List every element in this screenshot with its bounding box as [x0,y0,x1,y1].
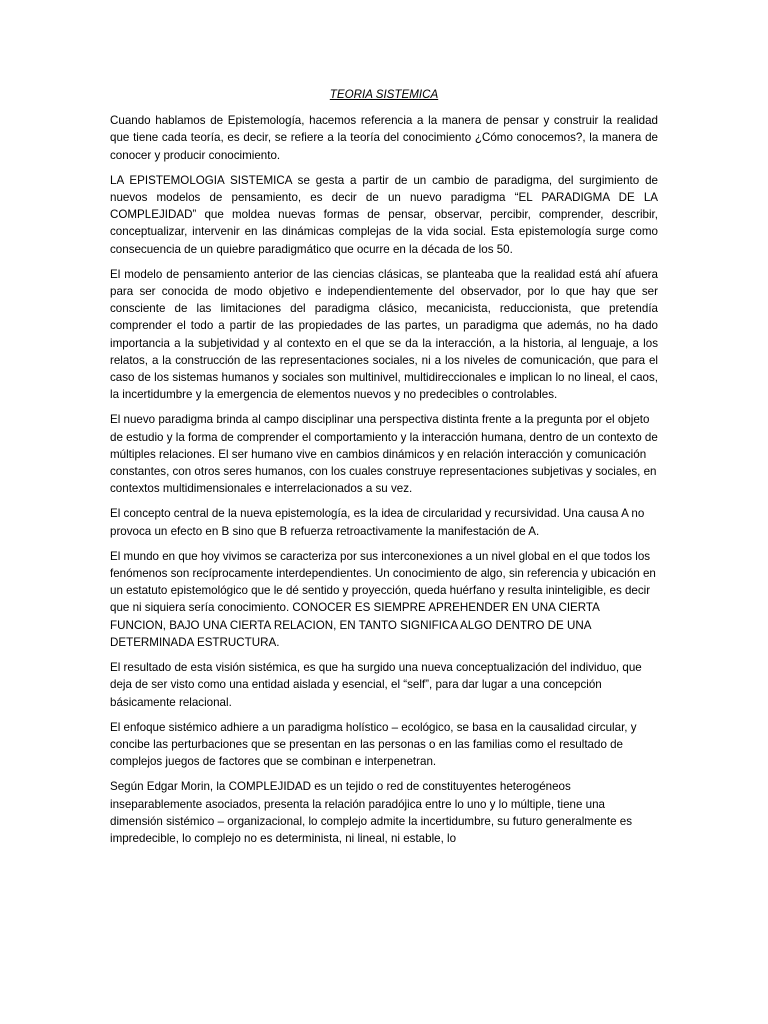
paragraph-enfoque-sistemico: El enfoque sistémico adhiere a un paradigma holístico – ecológico, se basa en la causalidad circular, y concibe las perturbaciones que se presentan en las personas o en las familias como el resultado de complejos juegos de factores que se combinan e interpenetran. [110,720,637,769]
paragraph-nuevo-paradigma: El nuevo paradigma brinda al campo disciplinar una perspectiva distinta frente a la pregunta por el objeto de estudio y la forma de comprender el comportamiento y la interacción humana, dentro de un contexto de múltiples relaciones. El ser humano vive en cambios dinámicos y en relación interacción y comunicación constantes, con otros seres humanos, con los cuales construye representaciones subjetivas y sociales, en contextos multidimensionales e interrelacionados a su vez. [110,413,658,496]
paragraph-modelo-anterior: El modelo de pensamiento anterior de las ciencias clásicas, se planteaba que la realidad está ahí afuera para ser conocida de modo objetivo e independientemente del observador, por lo que hay que ser consciente de las limitaciones del paradigma clásico, mecanicista, reduccionista, que pretendía comprender el todo a partir de las propiedades de las partes, un paradigma que además, no ha dado importancia a la subjetividad y al contexto en el que se da la interacción, a la historia, al lenguaje, a los relatos, a la construcción de las representaciones sociales, ni a los niveles de comunicación, que para el caso de los sistemas humanos y sociales son multinivel, multidireccionales e implican lo no lineal, el caos, la incertidumbre y la emergencia de elementos nuevos y no predecibles o controlables. [110,267,658,402]
paragraph-vision-sistemica: El resultado de esta visión sistémica, es que ha surgido una nueva conceptualización del individuo, que deja de ser visto como una entidad aislada y esencial, el “self”, para dar lugar a una concepción básicamente relacional. [110,661,642,709]
paragraph-mundo-interconexiones: El mundo en que hoy vivimos se caracteriza por sus interconexiones a un nivel global en el que todos los fenómenos son recíprocamente interdependientes. Un conocimiento de algo, sin referencia y ubicación en un estatuto epistemológico que le dé sentido y proyección, queda huérfano y resulta ininteligible, es decir que ni siquiera sería conocimiento. CONOCER ES SIEMPRE APREHENDER EN UNA CIERTA FUNCION, BAJO UNA CIERTA RELACION, EN TANTO SIGNIFICA ALGO DENTRO DE UNA DETERMINADA ESTRUCTURA. [110,549,656,649]
document-body [110,86,658,855]
paragraph-circularidad: El concepto central de la nueva epistemología, es la idea de circularidad y recursividad. Una causa A no provoca un efecto en B sino que B refuerza retroactivamente la manifestación de A. [110,507,645,538]
paragraph-epistemologia-sistemica: LA EPISTEMOLOGIA SISTEMICA se gesta a partir de un cambio de paradigma, del surgimiento de nuevos modelos de pensamiento, es decir de un nuevo paradigma “EL PARADIGMA DE LA COMPLEJIDAD” que moldea nuevas formas de pensar, observar, percibir, comprender, describir, conceptualizar, intervenir en las dinámicas complejas de la vida social. Esta epistemología surge como consecuencia de un quiebre paradigmático que ocurre en la década de los 50. [110,173,658,256]
document-title: TEORIA SISTEMICA [329,88,439,101]
paragraph-complejidad-morin: Según Edgar Morin, la COMPLEJIDAD es un tejido o red de constituyentes heterogéneos inseparablemente asociados, presenta la relación paradójica entre lo uno y lo múltiple, tiene una dimensión sistémico – organizacional, lo complejo admite la incertidumbre, su futuro generalmente es impredecible, lo complejo no es determinista, ni lineal, ni estable, lo [110,780,632,845]
paragraph-epistemologia: Cuando hablamos de Epistemología, hacemos referencia a la manera de pensar y construir la realidad que tiene cada teoría, es decir, se refiere a la teoría del conocimiento ¿Cómo conocemos?, la manera de conocer y producir conocimiento. [110,114,658,162]
